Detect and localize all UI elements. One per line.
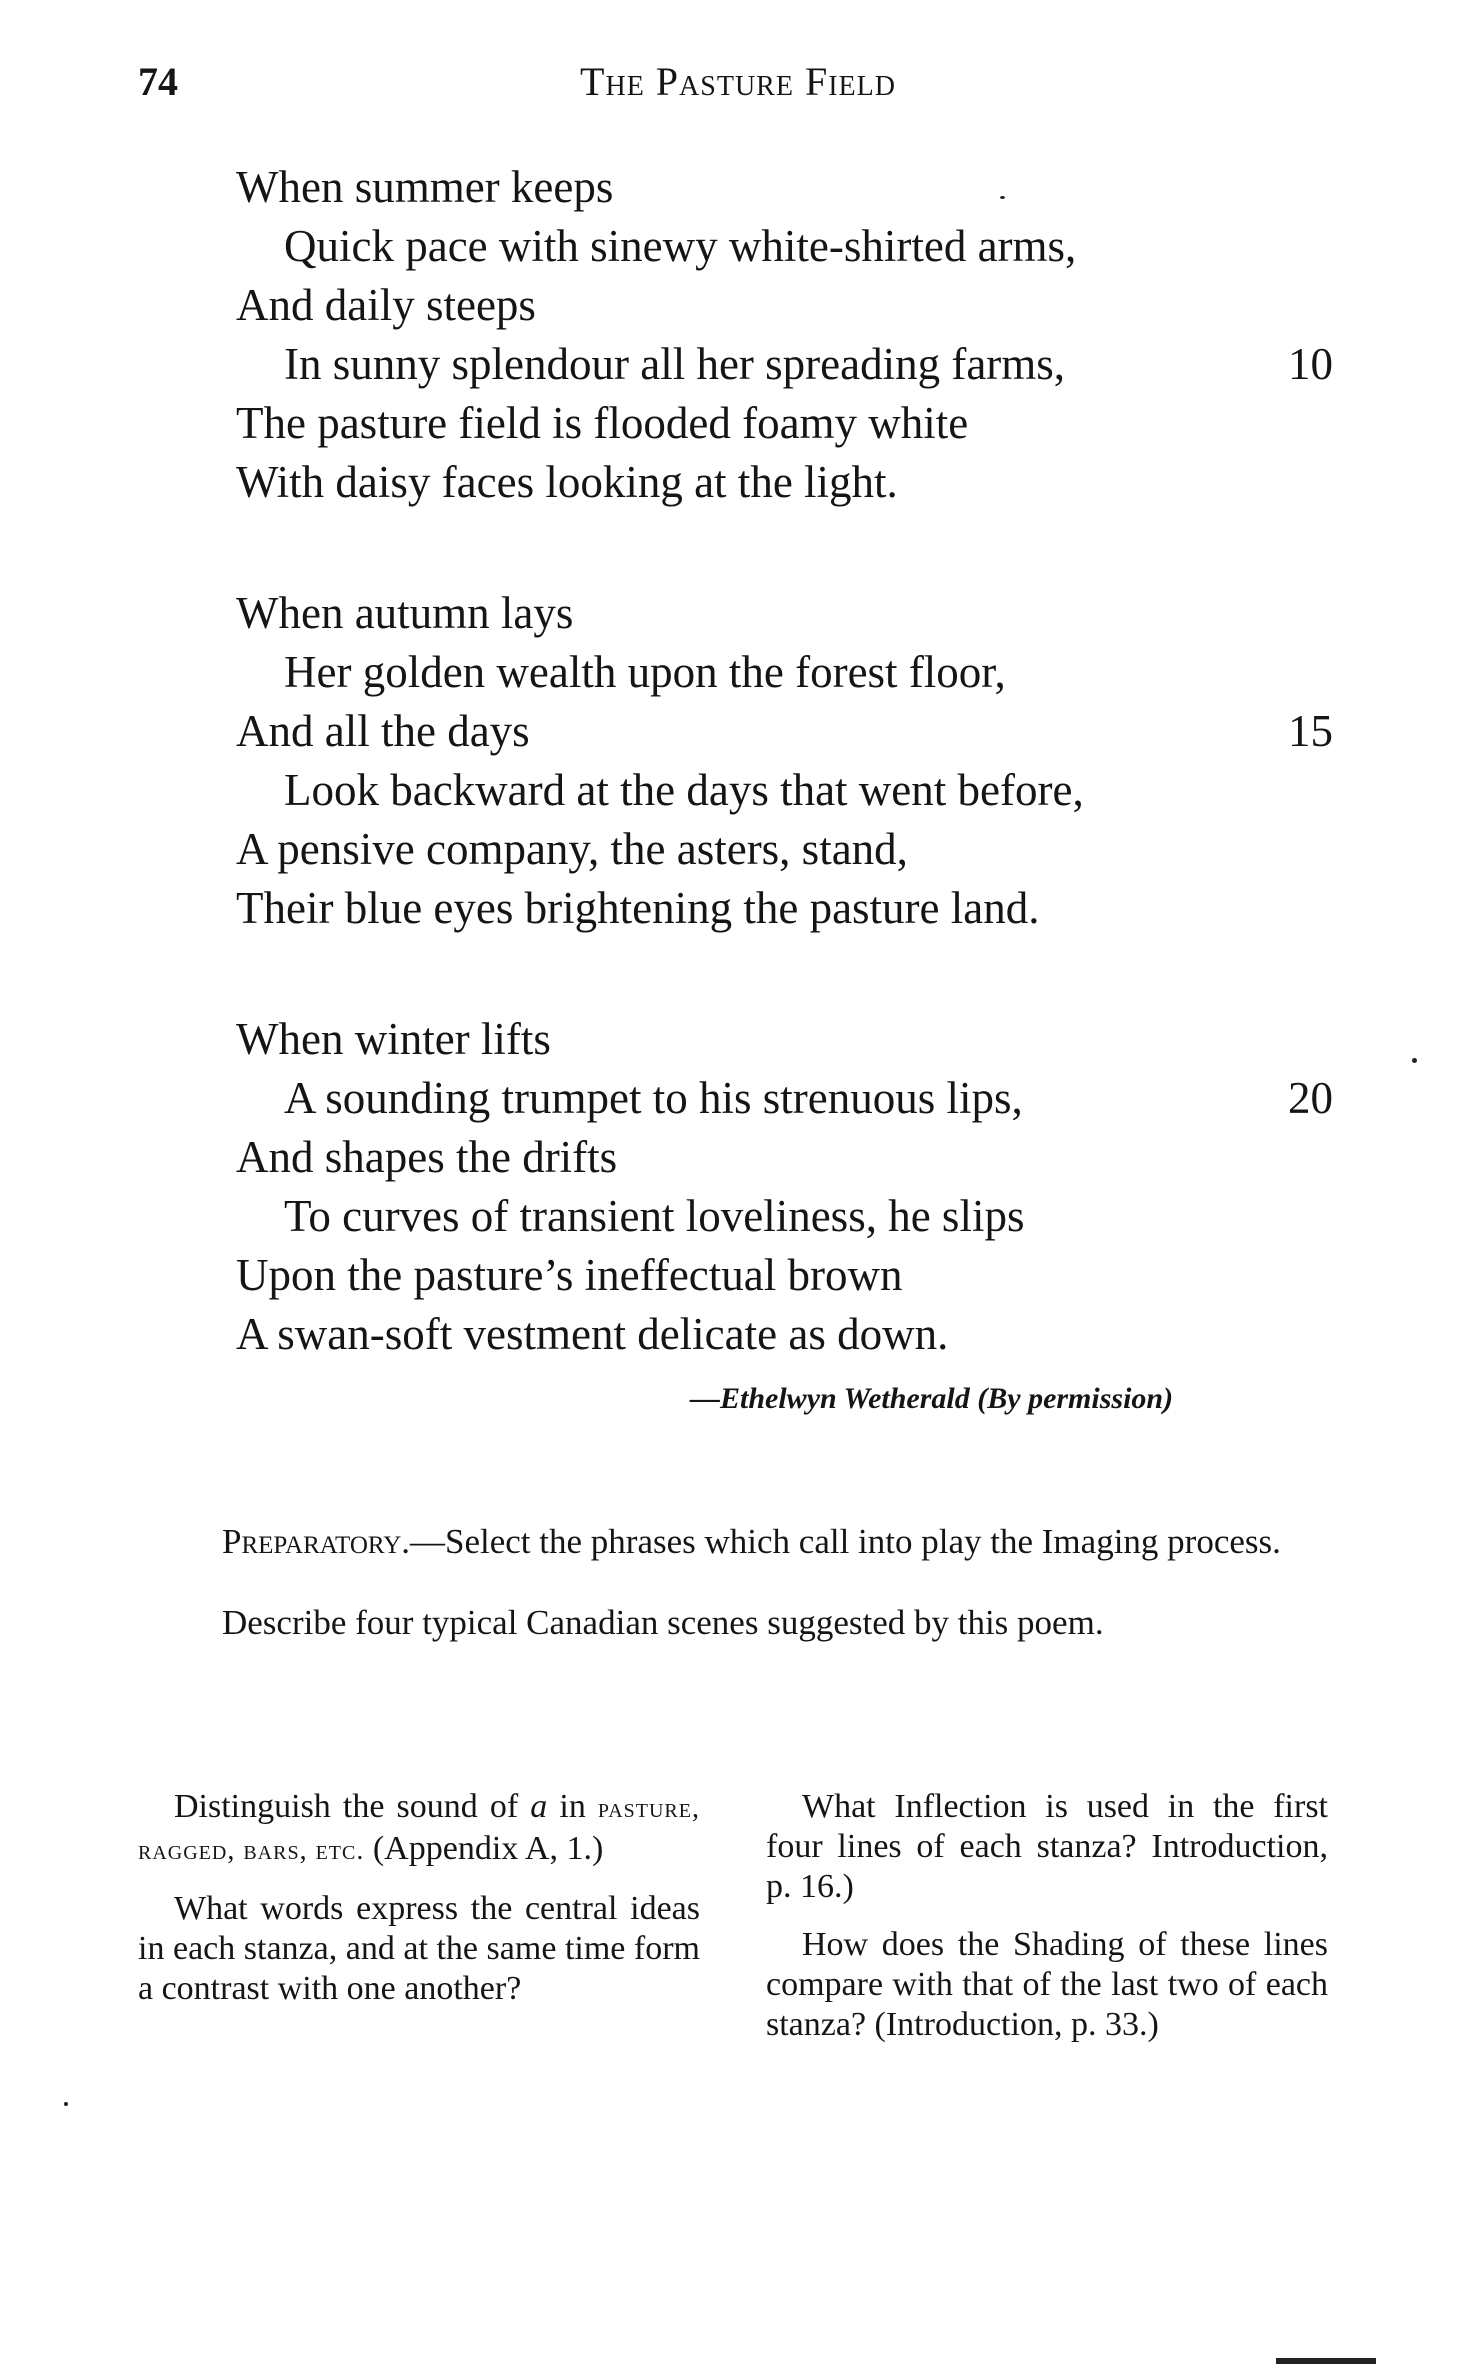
poem-line <box>0 276 1476 335</box>
line-number: 15 <box>1288 706 1333 756</box>
line-text: A sounding trumpet to his strenuous lips, <box>284 1073 1023 1123</box>
preparatory-text: —Select the phrases which call into play the Imaging process. <box>410 1522 1281 1561</box>
poem-line <box>0 879 1476 938</box>
line-text: Her golden wealth upon the forest floor, <box>284 647 1006 697</box>
poem-line <box>0 584 1476 643</box>
line-text: And all the days <box>236 706 530 756</box>
poem-line <box>0 217 1476 276</box>
stanza-1 <box>0 158 1476 512</box>
right-question-column <box>766 1787 1328 2045</box>
poem-line <box>0 1246 1476 1305</box>
preparatory-paragraph <box>138 1522 1328 1562</box>
poem <box>0 158 1476 1364</box>
poem-line <box>0 158 1476 217</box>
poem-line <box>0 820 1476 879</box>
line-text: When summer keeps <box>236 162 614 212</box>
question-text: in <box>547 1788 598 1825</box>
poem-line <box>0 1128 1476 1187</box>
question-columns <box>138 1787 1328 2107</box>
poem-line <box>0 335 1476 394</box>
preparatory-section <box>138 1522 1328 1643</box>
left-question-column <box>138 1787 700 2009</box>
line-text: With daisy faces looking at the light. <box>236 457 898 507</box>
running-title <box>0 58 1476 105</box>
poem-line <box>0 1010 1476 1069</box>
poem-attribution: —Ethelwyn Wetherald (By permission) <box>690 1382 1174 1415</box>
line-text: And shapes the drifts <box>236 1132 618 1182</box>
describe-paragraph: Describe four typical Canadian scenes suggested by this poem. <box>222 1603 1104 1642</box>
question-letter: a <box>530 1788 548 1825</box>
poem-line <box>0 1305 1476 1364</box>
print-speck <box>1000 196 1005 199</box>
line-text: When autumn lays <box>236 588 574 638</box>
line-number: 10 <box>1288 339 1333 389</box>
question-text: Distinguish the sound of <box>174 1788 531 1825</box>
line-text: A swan-soft vestment delicate as down. <box>236 1309 949 1359</box>
poem-line <box>0 643 1476 702</box>
line-text: Their blue eyes brightening the pasture land. <box>236 883 1040 933</box>
preparatory-label: Preparatory. <box>222 1522 411 1561</box>
line-text: Quick pace with sinewy white-shirted arms, <box>284 221 1077 271</box>
poem-line <box>0 453 1476 512</box>
question-words: pasture, ragged, bars, etc. <box>138 1793 700 1866</box>
poem-line <box>0 761 1476 820</box>
line-text: Look backward at the days that went before, <box>284 765 1084 815</box>
print-speck <box>1412 1058 1417 1063</box>
running-title-text: The Pasture Field <box>580 59 896 104</box>
line-text: Upon the pasture’s ineffectual brown <box>236 1250 903 1300</box>
poem-line <box>0 394 1476 453</box>
poem-line <box>0 702 1476 761</box>
question-paragraph: What Inflection is used in the first four lines of each stanza? Introduction, p. 16.) <box>766 1788 1328 1905</box>
question-paragraph: How does the Shading of these lines compare with that of the last two of each stanza? (Introduction, p. 33.) <box>766 1926 1328 2043</box>
line-text: To curves of transient loveliness, he slips <box>284 1191 1025 1241</box>
print-speck <box>64 2102 68 2106</box>
line-text: And daily steeps <box>236 280 536 330</box>
page-header <box>0 58 1476 118</box>
question-paragraph: What words express the central ideas in each stanza, and at the same time form a contrast with one another? <box>138 1890 700 2007</box>
line-text: The pasture field is flooded foamy white <box>236 398 969 448</box>
line-number: 20 <box>1288 1073 1333 1123</box>
line-text: When winter lifts <box>236 1014 551 1064</box>
stanza-2 <box>0 584 1476 938</box>
stanza-3 <box>0 1010 1476 1364</box>
question-paragraph <box>138 1787 700 1871</box>
print-rule-mark <box>1276 2358 1376 2364</box>
poem-line <box>0 1069 1476 1128</box>
poem-line <box>0 1187 1476 1246</box>
line-text: In sunny splendour all her spreading farms, <box>284 339 1066 389</box>
page-number: 74 <box>138 59 178 104</box>
question-text: (Appendix A, 1.) <box>364 1830 604 1867</box>
line-text: A pensive company, the asters, stand, <box>236 824 908 874</box>
